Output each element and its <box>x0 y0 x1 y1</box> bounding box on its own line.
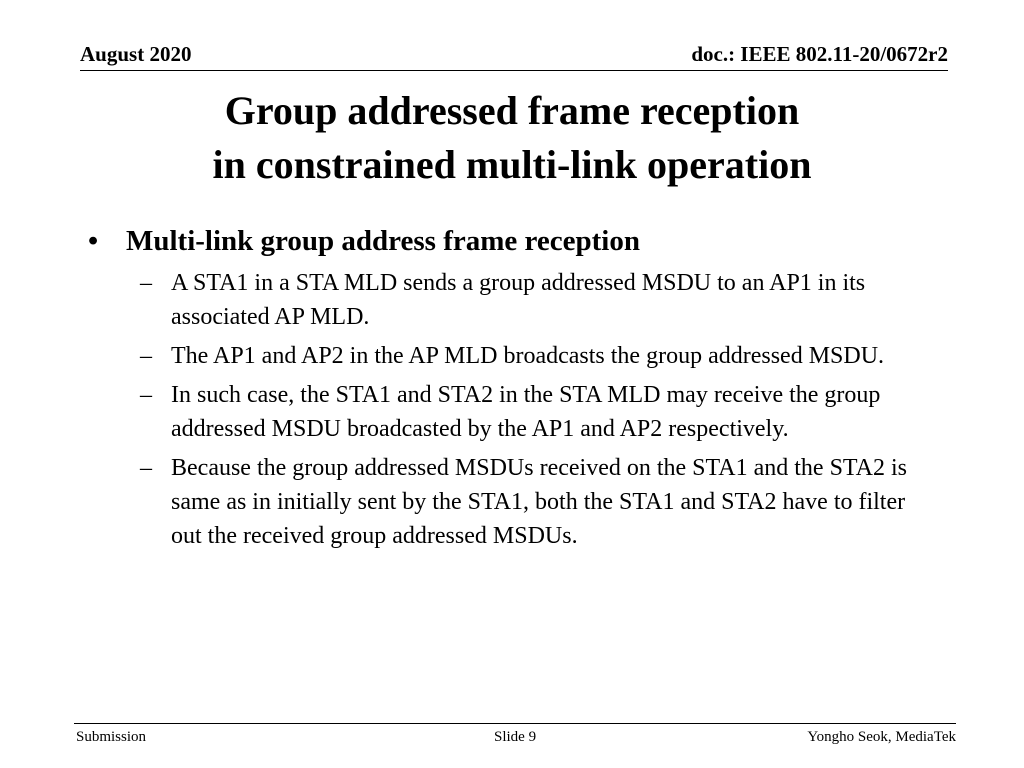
sub-bullet-text: In such case, the STA1 and STA2 in the STA MLD may receive the group addressed MSDU broadcasted by the AP1 and AP2 respectively. <box>171 382 881 442</box>
dash-marker: – <box>140 455 152 481</box>
slide-title <box>80 84 944 192</box>
slide-title-line-1: Group addressed frame reception <box>224 88 800 133</box>
sub-bullet-list <box>88 266 948 553</box>
dash-marker: – <box>140 343 152 369</box>
sub-bullet-text: Because the group addressed MSDUs received on the STA1 and the STA2 is same as in initially sent by the STA1, both the STA1 and STA2 have to filter out the received group addressed MSDUs. <box>171 455 907 549</box>
dash-marker: – <box>140 270 152 296</box>
dash-marker: – <box>140 382 152 408</box>
slide-header <box>80 40 948 71</box>
sub-bullet-4 <box>88 451 931 553</box>
footer-slide-number: Slide 9 <box>494 729 537 745</box>
footer-submission: Submission <box>76 729 147 745</box>
bullet-marker: • <box>88 225 99 257</box>
footer-author: Yongho Seok, MediaTek <box>807 729 956 745</box>
sub-bullet-text: A STA1 in a STA MLD sends a group addressed MSDU to an AP1 in its associated AP MLD. <box>171 270 866 330</box>
sub-bullet-3 <box>88 378 931 446</box>
sub-bullet-2 <box>88 339 931 373</box>
header-date: August 2020 <box>80 42 192 66</box>
bullet-main <box>88 222 948 260</box>
slide-footer <box>74 723 956 754</box>
header-doc-id: doc.: IEEE 802.11-20/0672r2 <box>691 42 948 66</box>
bullet-main-text: Multi-link group address frame reception <box>126 225 640 257</box>
sub-bullet-text: The AP1 and AP2 in the AP MLD broadcasts the group addressed MSDU. <box>171 343 885 369</box>
slide-title-line-2: in constrained multi-link operation <box>212 142 812 187</box>
slide-body <box>88 222 948 558</box>
sub-bullet-1 <box>88 266 931 334</box>
